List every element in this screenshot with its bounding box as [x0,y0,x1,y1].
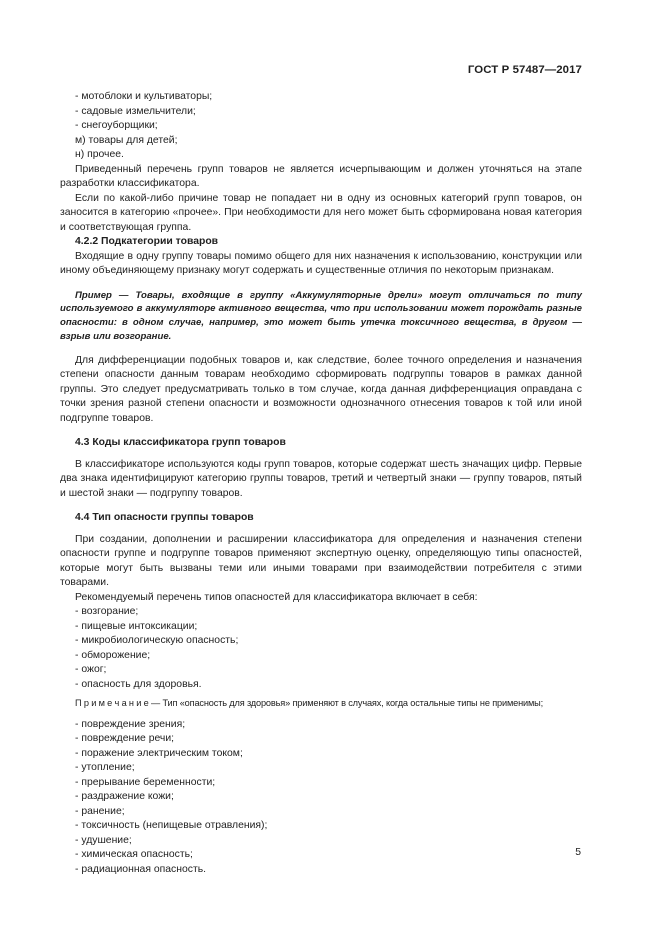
page-content [60,90,582,877]
section-heading-4-2-2: 4.2.2 Подкатегории товаров [75,236,219,247]
list-item: - утопление; [75,762,135,774]
list-item: - токсичность (непищевые отравления); [75,820,268,832]
paragraph-differentiation: Для дифференциации подобных товаров и, как следствие, более точного определения и назначения степени опасности данным товарам необходимо сформировать подгруппы товаров в рамках данной группы. Это следует предусматривать только в том случае, когда данная дифференциация оправдана с точки зрения разной степени опасности и возможности однозначного отнесения товаров к той или иной подгруппе товаров. [60,354,582,424]
list-item: - радиационная опасность. [75,863,207,875]
list-item: - повреждение зрения; [75,718,186,730]
list-item: - ожог; [75,664,107,676]
list-item: - раздражение кожи; [75,791,174,803]
list-item: - пищевые интоксикации; [75,620,198,632]
list-item: - снегоуборщики; [75,120,158,131]
note-paragraph: П р и м е ч а н и е — Тип «опасность для здоровья» применяют в случаях, когда остальные типы не применимы; [75,698,544,709]
list-item: - мотоблоки и культиваторы; [75,91,213,102]
list-item: - обморожение; [75,649,151,661]
list-item: м) товары для детей; [75,134,178,146]
list-item: - химическая опасность; [75,849,193,861]
list-item: - поражение электрическим током; [75,747,243,759]
paragraph-other-category: Если по какой-либо причине товар не попадает ни в одну из основных категорий групп товаров, он заносится в категорию «прочее». При необходимости для него может быть сформирована новая категория и соответствующая группа. [60,192,582,233]
paragraph-list-note: Приведенный перечень групп товаров не является исчерпывающим и должен уточняться на этапе разработки классификатора. [60,163,582,189]
list-item: - прерывание беременности; [75,776,216,788]
paragraph-subcategories: Входящие в одну группу товары помимо общего для них назначения к использованию, конструкции или иному объединяющему признаку могут содержать и существенные отличия по некоторым признакам. [60,250,582,276]
list-item: - садовые измельчители; [75,105,196,117]
list-item: - возгорание; [75,606,139,618]
page-number: 5 [575,847,581,858]
list-item: - микробиологическую опасность; [75,635,239,647]
section-heading-4-3: 4.3 Коды классификатора групп товаров [75,437,286,449]
list-item: н) прочее. [75,149,124,160]
paragraph-codes: В классификаторе используются коды групп товаров, которые содержат шесть значащих цифр. Первые два знака идентифицируют категорию группы товаров, третий и четвертый знаки — группу товаров, пятый и шестой знаки — подгруппу товаров. [60,458,582,499]
paragraph-recommended-list: Рекомендуемый перечень типов опасностей для классификатора включает в себя: [75,591,478,603]
example-paragraph: Пример — Товары, входящие в группу «Аккумуляторные дрели» могут отличаться по типу используемого в аккумуляторе активного вещества, что при использовании может порождать разные опасности: в одном случае, например, это может быть утечка токсичного вещества, в другом — взрыв или возгорание. [60,289,582,342]
list-item: - удушение; [75,834,132,846]
paragraph-expert-assessment: При создании, дополнении и расширении классификатора для определения и назначения степени опасности группе и подгруппе товаров применяют экспертную оценку, определяющую типы опасностей, которые могут быть вызваны теми или иными товарами при взаимодействии потребителя с этими товарами. [60,533,582,589]
list-item: - повреждение речи; [75,733,175,745]
list-item: - ранение; [75,805,125,817]
list-item: - опасность для здоровья. [75,678,202,690]
standard-header: ГОСТ Р 57487—2017 [467,64,582,76]
section-heading-4-4: 4.4 Тип опасности группы товаров [75,512,254,524]
